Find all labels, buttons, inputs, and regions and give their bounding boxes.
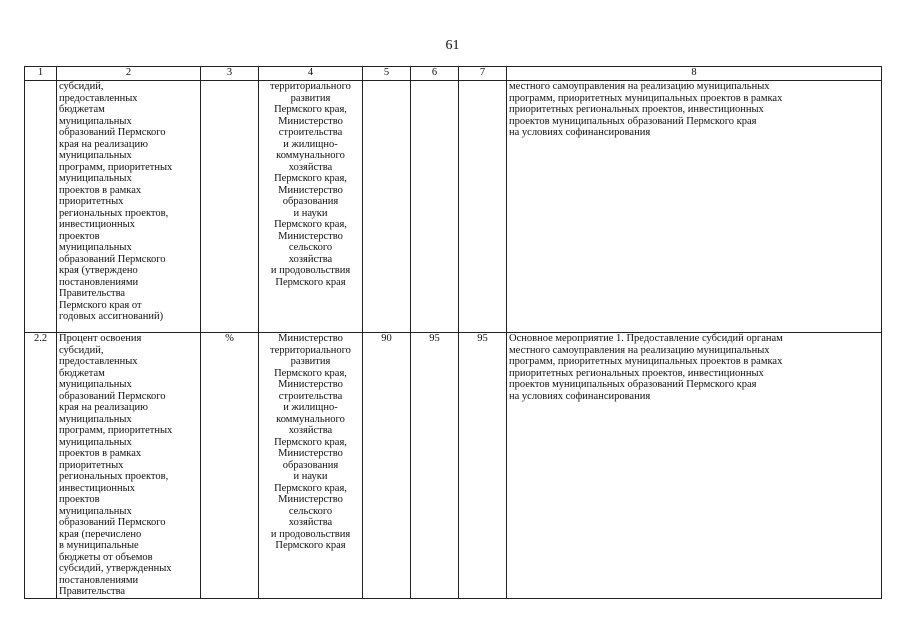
responsible-cell: территориального развития Пермского края, Министерство строительства и жилищно- коммунального хозяйства Пермского края, Министерство образования и науки Пермского края, Министерство сельского хозяйства и продовольствия Пермского края bbox=[259, 81, 363, 333]
page-number: 61 bbox=[445, 38, 460, 53]
header-cell: 2 bbox=[57, 67, 201, 81]
value-cell-year-3 bbox=[459, 81, 507, 333]
value-cell-year-2: 95 bbox=[411, 333, 459, 599]
unit-cell: % bbox=[201, 333, 259, 599]
value-cell-year-1: 90 bbox=[363, 333, 411, 599]
row-number-cell bbox=[25, 81, 57, 333]
header-cell: 3 bbox=[201, 67, 259, 81]
measure-cell: Основное мероприятие 1. Предоставление субсидий органам местного самоуправления на реализацию муниципальных программ, приоритетных муниципальных проектов в рамках приоритетных региональных проектов, инвестиционных проектов муниципальных образований Пермского края на условиях софинансирования bbox=[507, 333, 882, 599]
value-cell-year-3: 95 bbox=[459, 333, 507, 599]
header-cell: 4 bbox=[259, 67, 363, 81]
value-cell-year-1 bbox=[363, 81, 411, 333]
indicator-name-cell: субсидий, предоставленных бюджетам муниципальных образований Пермского края на реализацию муниципальных программ, приоритетных муниципальных проектов в рамках приоритетных региональных проектов, инвестиционных проектов муниципальных образований Пермского края (утверждено постановлениями Правительства Пермского края от годовых ассигнований) bbox=[57, 81, 201, 333]
value-cell-year-2 bbox=[411, 81, 459, 333]
header-cell: 8 bbox=[507, 67, 882, 81]
indicator-name-cell: Процент освоения субсидий, предоставленных бюджетам муниципальных образований Пермского края на реализацию муниципальных программ, приоритетных муниципальных проектов в рамках приоритетных региональных проектов, инвестиционных проектов муниципальных образований Пермского края (перечислено в муниципальные бюджеты от объемов субсидий, утвержденных постановлениями Правительства bbox=[57, 333, 201, 599]
unit-cell bbox=[201, 81, 259, 333]
responsible-cell: Министерство территориального развития Пермского края, Министерство строительства и жилищно- коммунального хозяйства Пермского края, Министерство образования и науки Пермского края, Министерство сельского хозяйства и продовольствия Пермского края bbox=[259, 333, 363, 599]
table-row bbox=[25, 81, 882, 333]
indicators-table bbox=[24, 66, 882, 599]
row-number-cell: 2.2 bbox=[25, 333, 57, 599]
header-row bbox=[25, 67, 882, 81]
header-cell: 1 bbox=[25, 67, 57, 81]
measure-cell: местного самоуправления на реализацию муниципальных программ, приоритетных муниципальных проектов в рамках приоритетных региональных проектов, инвестиционных проектов муниципальных образований Пермского края на условиях софинансирования bbox=[507, 81, 882, 333]
header-cell: 5 bbox=[363, 67, 411, 81]
header-cell: 6 bbox=[411, 67, 459, 81]
header-cell: 7 bbox=[459, 67, 507, 81]
table-row bbox=[25, 333, 882, 599]
